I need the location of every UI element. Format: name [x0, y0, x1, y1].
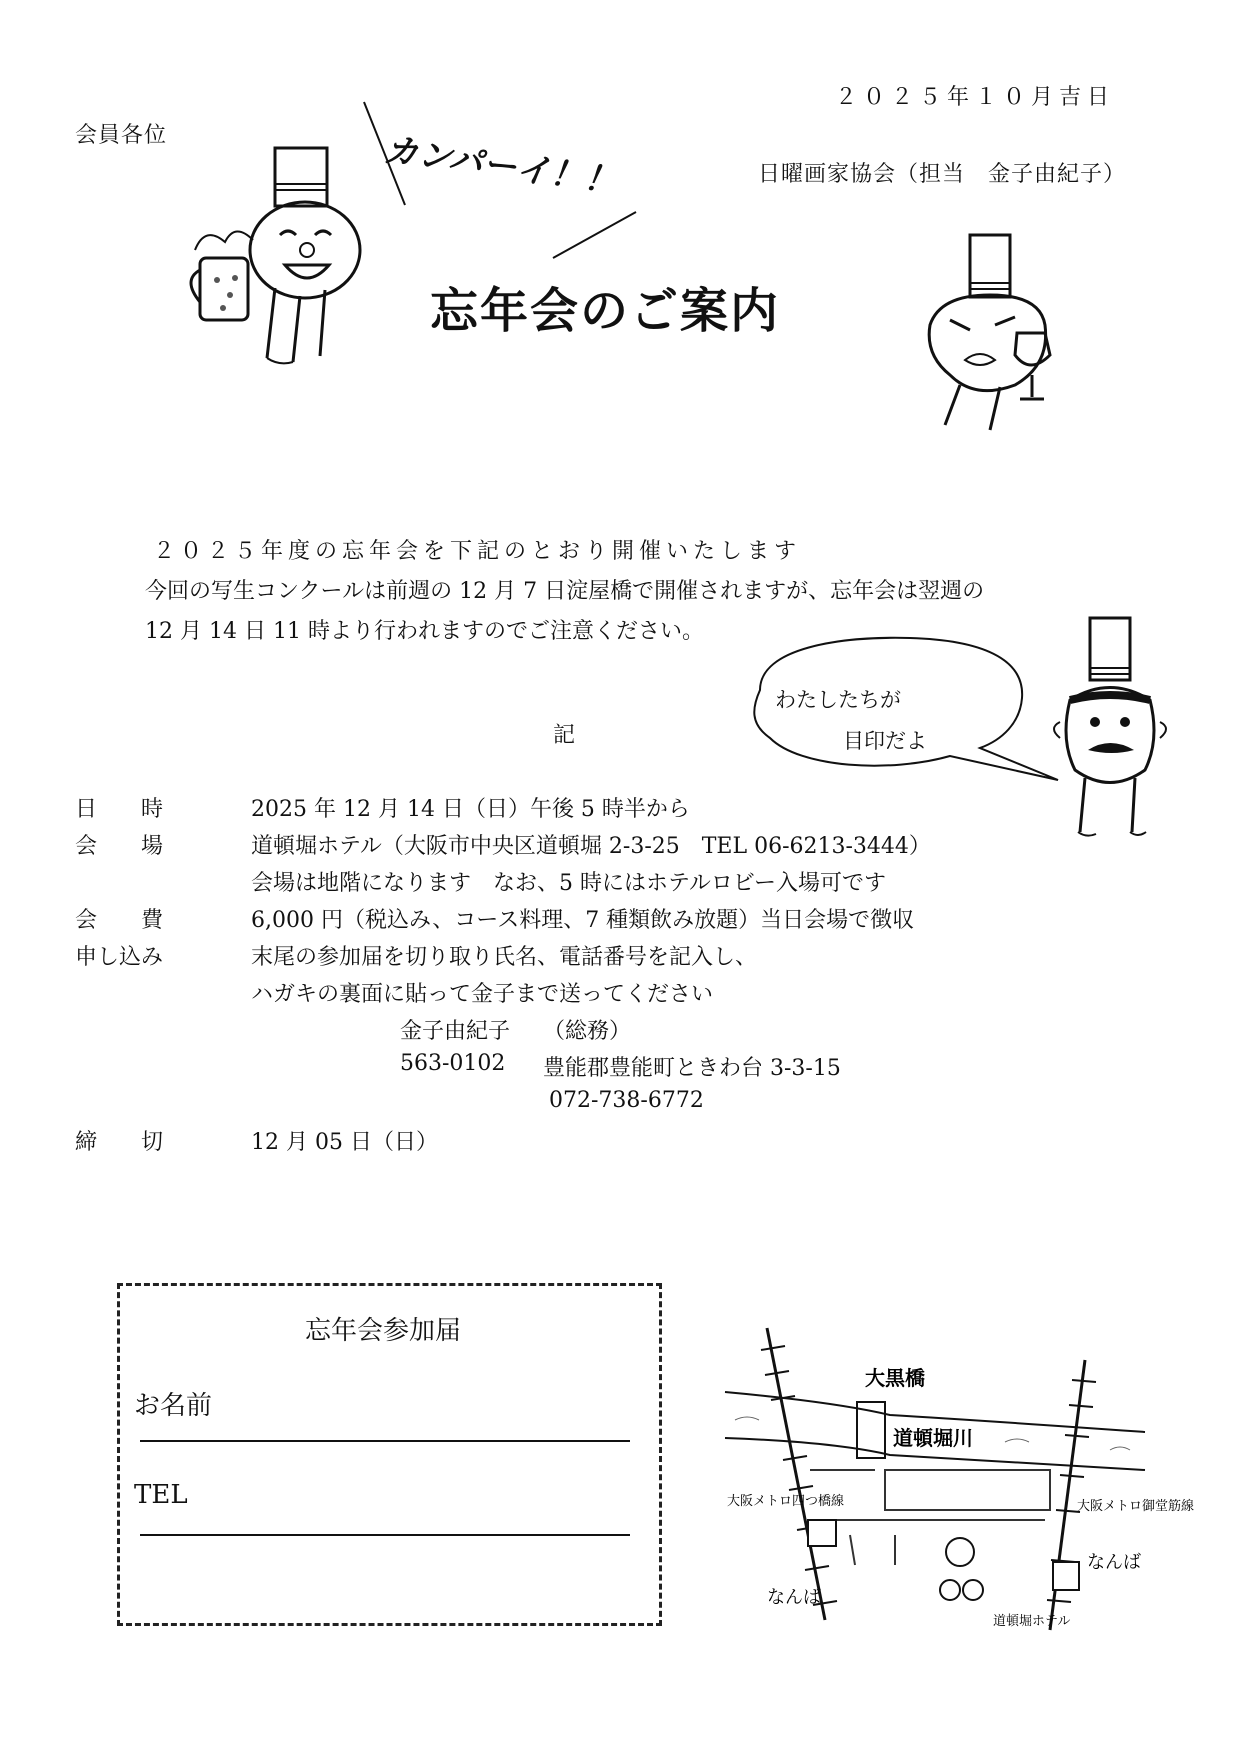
form-name-label: お名前	[134, 1391, 213, 1421]
access-map	[715, 1320, 1195, 1640]
ki-heading: 記	[553, 723, 577, 748]
bubble-text-line-1: わたしたちが	[775, 688, 901, 712]
name-write-line[interactable]	[140, 1440, 630, 1442]
form-tel-label: TEL	[134, 1480, 188, 1510]
apply-label: 申し込み	[75, 945, 164, 970]
bubble-text-line-2: 目印だよ	[843, 729, 927, 753]
issue-date: ２０２５年１０月吉日	[835, 85, 1116, 110]
map-line-right: 大阪メトロ御堂筋線	[1077, 1499, 1195, 1514]
apply-line-1: 末尾の参加届を切り取り氏名、電話番号を記入し、	[251, 945, 758, 970]
deadline-value: 12 月 05 日（日）	[251, 1130, 438, 1155]
form-title: 忘年会参加届	[305, 1316, 462, 1346]
venue-label: 会 場	[75, 834, 164, 859]
map-station-left: なんば	[767, 1587, 821, 1608]
character-mustache-illustration	[1040, 610, 1180, 850]
contact-postal: 563-0102	[400, 1051, 506, 1076]
apply-line-2: ハガキの裏面に貼って金子まで送ってください	[251, 982, 714, 1007]
contact-name: 金子由紀子 （総務）	[400, 1019, 632, 1044]
map-line-left: 大阪メトロ四つ橋線	[727, 1494, 845, 1509]
datetime-label: 日 時	[75, 797, 164, 822]
contact-phone: 072-738-6772	[549, 1088, 704, 1113]
intro-line-2: 今回の写生コンクールは前週の 12 月 7 日淀屋橋で開催されますが、忘年会は翌週の	[145, 579, 985, 604]
page-title: 忘年会のご案内	[430, 283, 781, 339]
organization: 日曜画家協会（担当 金子由紀子）	[758, 162, 1127, 187]
addressee: 会員各位	[75, 123, 168, 148]
kanpai-text: カンパーイ！！	[381, 129, 621, 203]
character-wine-illustration	[890, 225, 1090, 455]
contact-address: 豊能郡豊能町ときわ台 3-3-15	[543, 1056, 841, 1081]
fee-value: 6,000 円（税込み、コース料理、7 種類飲み放題）当日会場で徴収	[251, 908, 915, 933]
intro-line-3: 12 月 14 日 11 時より行われますのでご注意ください。	[145, 619, 704, 644]
venue-note: 会場は地階になります なお、5 時にはホテルロビー入場可です	[251, 871, 887, 896]
fee-label: 会 費	[75, 908, 164, 933]
character-beer-illustration	[175, 140, 405, 380]
tel-write-line[interactable]	[140, 1534, 630, 1536]
map-bridge-label: 大黒橋	[865, 1366, 925, 1390]
deadline-label: 締 切	[75, 1130, 164, 1155]
map-river-label: 道頓堀川	[893, 1426, 973, 1450]
venue-value: 道頓堀ホテル（大阪市中央区道頓堀 2-3-25 TEL 06-6213-3444）	[251, 834, 931, 859]
map-station-right: なんば	[1087, 1552, 1141, 1573]
map-hotel-label: 道頓堀ホテル	[993, 1614, 1071, 1629]
datetime-value: 2025 年 12 月 14 日（日）午後 5 時半から	[251, 797, 690, 822]
intro-line-1: ２０２５年度の忘年会を下記のとおり開催いたします	[153, 539, 802, 564]
